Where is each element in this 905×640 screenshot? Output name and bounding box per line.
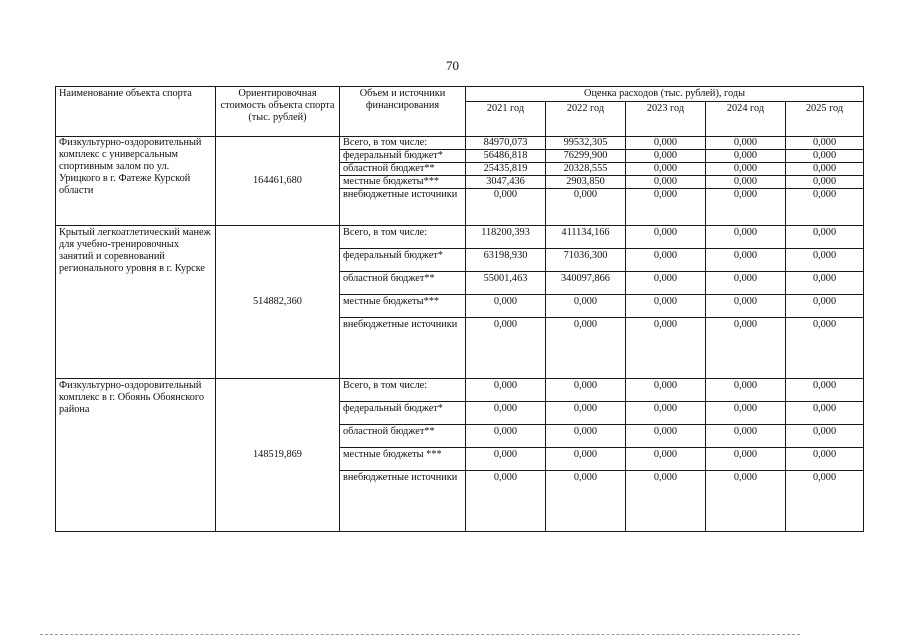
object-cost-cell: 514882,360 — [216, 226, 340, 379]
header-estimated-cost: Ориентировочная стоимость объекта спорта (тыс. рублей) — [216, 87, 340, 137]
table-body — [56, 137, 864, 532]
amount-cell: 0,000 — [786, 448, 864, 471]
amount-cell: 76299,900 — [546, 150, 626, 163]
amount-cell: 0,000 — [706, 249, 786, 272]
header-year: 2024 год — [706, 102, 786, 137]
amount-cell: 0,000 — [706, 448, 786, 471]
amount-cell: 0,000 — [626, 295, 706, 318]
amount-cell: 0,000 — [786, 272, 864, 295]
amount-cell: 340097,866 — [546, 272, 626, 295]
funding-source-cell: областной бюджет** — [340, 163, 466, 176]
funding-source-cell: внебюджетные источники — [340, 318, 466, 379]
amount-cell: 0,000 — [706, 272, 786, 295]
amount-cell: 84970,073 — [466, 137, 546, 150]
funding-source-cell: областной бюджет** — [340, 425, 466, 448]
amount-cell: 0,000 — [546, 402, 626, 425]
funding-source-cell: местные бюджеты*** — [340, 176, 466, 189]
object-name-cell: Физкультурно-оздоровительный комплекс с универсальным спортивным залом по ул. Урицкого в г. Фатеже Курской области — [56, 137, 216, 226]
amount-cell: 0,000 — [626, 226, 706, 249]
amount-cell: 0,000 — [626, 272, 706, 295]
amount-cell: 0,000 — [706, 150, 786, 163]
funding-source-cell: федеральный бюджет* — [340, 249, 466, 272]
amount-cell: 0,000 — [466, 379, 546, 402]
header-funding-sources: Объем и источники финансирования — [340, 87, 466, 137]
funding-source-cell: федеральный бюджет* — [340, 402, 466, 425]
amount-cell: 63198,930 — [466, 249, 546, 272]
header-year: 2022 год — [546, 102, 626, 137]
amount-cell: 0,000 — [466, 318, 546, 379]
amount-cell: 25435,819 — [466, 163, 546, 176]
amount-cell: 0,000 — [786, 176, 864, 189]
table-row — [56, 137, 864, 150]
amount-cell: 0,000 — [546, 295, 626, 318]
table-header — [56, 87, 864, 137]
amount-cell: 0,000 — [466, 471, 546, 532]
header-year: 2021 год — [466, 102, 546, 137]
amount-cell: 0,000 — [626, 448, 706, 471]
amount-cell: 0,000 — [786, 189, 864, 226]
amount-cell: 0,000 — [706, 402, 786, 425]
amount-cell: 0,000 — [706, 163, 786, 176]
amount-cell: 0,000 — [786, 425, 864, 448]
amount-cell: 0,000 — [786, 163, 864, 176]
amount-cell: 0,000 — [546, 448, 626, 471]
amount-cell: 0,000 — [546, 379, 626, 402]
object-name-cell: Физкультурно-оздоровительный комплекс в г. Обоянь Обоянского района — [56, 379, 216, 532]
amount-cell: 0,000 — [626, 249, 706, 272]
page-number: 70 — [446, 58, 459, 73]
amount-cell: 0,000 — [546, 425, 626, 448]
amount-cell: 0,000 — [706, 379, 786, 402]
amount-cell: 0,000 — [786, 249, 864, 272]
amount-cell: 0,000 — [786, 226, 864, 249]
amount-cell: 0,000 — [786, 295, 864, 318]
amount-cell: 0,000 — [626, 379, 706, 402]
amount-cell: 56486,818 — [466, 150, 546, 163]
amount-cell: 0,000 — [706, 137, 786, 150]
header-object-name: Наименование объекта спорта — [56, 87, 216, 137]
amount-cell: 3047,436 — [466, 176, 546, 189]
funding-source-cell: внебюджетные источники — [340, 471, 466, 532]
funding-source-cell: Всего, в том числе: — [340, 137, 466, 150]
funding-table — [55, 86, 864, 532]
amount-cell: 0,000 — [786, 402, 864, 425]
amount-cell: 0,000 — [626, 150, 706, 163]
funding-source-cell: федеральный бюджет* — [340, 150, 466, 163]
amount-cell: 0,000 — [626, 163, 706, 176]
amount-cell: 0,000 — [626, 425, 706, 448]
amount-cell: 0,000 — [786, 137, 864, 150]
amount-cell: 0,000 — [706, 318, 786, 379]
object-cost-cell: 164461,680 — [216, 137, 340, 226]
amount-cell: 0,000 — [466, 425, 546, 448]
funding-source-cell: Всего, в том числе: — [340, 379, 466, 402]
funding-source-cell: Всего, в том числе: — [340, 226, 466, 249]
amount-cell: 0,000 — [706, 189, 786, 226]
amount-cell: 0,000 — [626, 471, 706, 532]
amount-cell: 0,000 — [786, 471, 864, 532]
amount-cell: 0,000 — [626, 137, 706, 150]
amount-cell: 20328,555 — [546, 163, 626, 176]
object-name-cell: Крытый легкоатлетический манеж для учебно-тренировочных занятий и соревнований регионального уровня в г. Курске — [56, 226, 216, 379]
amount-cell: 0,000 — [786, 318, 864, 379]
scan-edge-line — [40, 634, 800, 635]
amount-cell: 55001,463 — [466, 272, 546, 295]
funding-source-cell: местные бюджеты*** — [340, 295, 466, 318]
header-expense-estimate: Оценка расходов (тыс. рублей), годы — [466, 87, 864, 102]
amount-cell: 2903,850 — [546, 176, 626, 189]
amount-cell: 0,000 — [546, 471, 626, 532]
amount-cell: 0,000 — [626, 189, 706, 226]
table-row — [56, 379, 864, 402]
funding-source-cell: внебюджетные источники — [340, 189, 466, 226]
amount-cell: 0,000 — [706, 471, 786, 532]
amount-cell: 99532,305 — [546, 137, 626, 150]
amount-cell: 0,000 — [466, 295, 546, 318]
amount-cell: 411134,166 — [546, 226, 626, 249]
amount-cell: 0,000 — [706, 295, 786, 318]
header-year: 2025 год — [786, 102, 864, 137]
amount-cell: 71036,300 — [546, 249, 626, 272]
amount-cell: 0,000 — [546, 318, 626, 379]
funding-source-cell: областной бюджет** — [340, 272, 466, 295]
amount-cell: 0,000 — [786, 150, 864, 163]
amount-cell: 0,000 — [786, 379, 864, 402]
amount-cell: 0,000 — [546, 189, 626, 226]
amount-cell: 0,000 — [706, 176, 786, 189]
amount-cell: 0,000 — [626, 402, 706, 425]
header-year: 2023 год — [626, 102, 706, 137]
amount-cell: 118200,393 — [466, 226, 546, 249]
table-row — [56, 226, 864, 249]
amount-cell: 0,000 — [626, 318, 706, 379]
amount-cell: 0,000 — [626, 176, 706, 189]
amount-cell: 0,000 — [706, 226, 786, 249]
funding-source-cell: местные бюджеты *** — [340, 448, 466, 471]
amount-cell: 0,000 — [466, 402, 546, 425]
object-cost-cell: 148519,869 — [216, 379, 340, 532]
amount-cell: 0,000 — [466, 189, 546, 226]
amount-cell: 0,000 — [466, 448, 546, 471]
amount-cell: 0,000 — [706, 425, 786, 448]
